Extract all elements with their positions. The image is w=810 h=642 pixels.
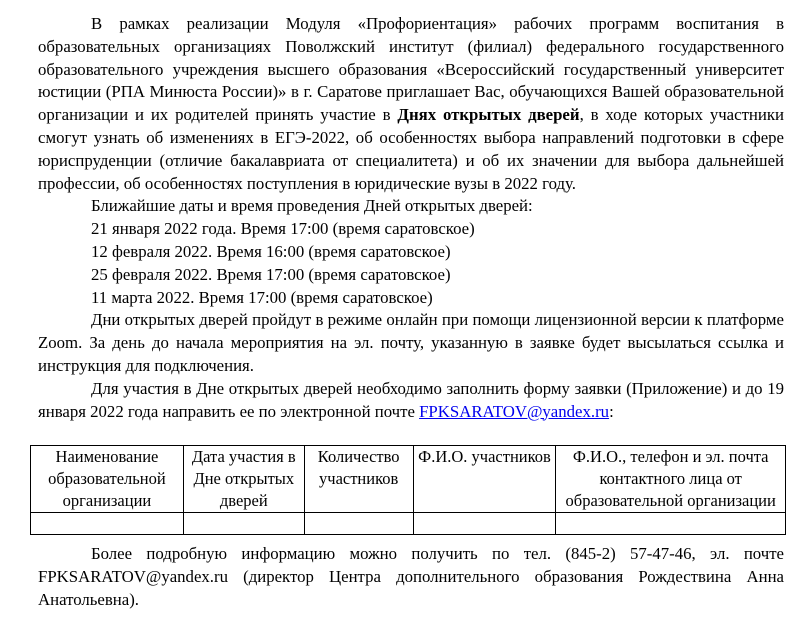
application-form-table bbox=[30, 445, 786, 535]
intro-text-tail: , в ходе которых участники смогут узнать об изменениях в ЕГЭ-2022, об особенностях выбора направлений подготовки в сфере юриспруденции (отличие бакалавриата от специалитета) и об их значении для выбора дальнейшей профессии, об особенностях поступления в юридические вузы в 2022 году. bbox=[38, 105, 785, 193]
header-count: Количество участников bbox=[304, 446, 413, 513]
table-header-row bbox=[31, 446, 786, 513]
header-participants: Ф.И.О. участников bbox=[413, 446, 556, 513]
document-body bbox=[38, 0, 784, 612]
date-item-2: 12 февраля 2022. Время 16:00 (время саратовское) bbox=[91, 241, 451, 261]
date-item-3: 25 февраля 2022. Время 17:00 (время саратовское) bbox=[91, 264, 451, 284]
contact-paragraph: Более подробную информацию можно получить по тел. (845-2) 57-47-46, эл. почте FPKSARATOV@yandex.ru (директор Центра дополнительного образования Рождествина Анна Анатольевна). bbox=[38, 544, 784, 609]
table-row bbox=[31, 513, 786, 535]
date-item-1: 21 января 2022 года. Время 17:00 (время саратовское) bbox=[91, 219, 475, 239]
participation-paragraph bbox=[38, 378, 784, 424]
header-contact: Ф.И.О., телефон и эл. почта контактного лица от образовательной организации bbox=[556, 446, 786, 513]
table-cell bbox=[413, 513, 556, 535]
header-date: Дата участия в Дне открытых дверей bbox=[183, 446, 304, 513]
email-link[interactable]: FPKSARATOV@yandex.ru bbox=[419, 401, 610, 421]
table-cell bbox=[304, 513, 413, 535]
table-cell bbox=[556, 513, 786, 535]
event-name: Днях открытых дверей bbox=[397, 105, 580, 125]
participation-tail: : bbox=[609, 401, 614, 421]
table-cell bbox=[31, 513, 184, 535]
intro-text: В рамках реализации Модуля «Профориентация» рабочих программ воспитания в образовательных организациях Поволжский институт (филиал) федерального государственного образовательного учреждения высшего образования «Всероссийский государственный университет юстиции (РПА Минюста России)» в г. Саратове приглашает Вас, обучающихся Вашей образовательной организации и их родителей принять участие в bbox=[38, 14, 784, 125]
date-item-4: 11 марта 2022. Время 17:00 (время саратовское) bbox=[91, 287, 433, 307]
participation-text: Для участия в Дне открытых дверей необходимо заполнить форму заявки (Приложение) и до 19 января 2022 года направить ее по электронной почте bbox=[38, 378, 784, 421]
intro-paragraph bbox=[38, 0, 784, 195]
dates-heading: Ближайшие даты и время проведения Дней открытых дверей: bbox=[91, 196, 533, 216]
header-organization: Наименование образовательной организации bbox=[31, 446, 184, 513]
table-cell bbox=[183, 513, 304, 535]
online-paragraph: Дни открытых дверей пройдут в режиме онлайн при помощи лицензионной версии к платформе Zoom. За день до начала мероприятия на эл. почту, указанную в заявке будет высылаться ссылка и инструкция для подключения. bbox=[38, 310, 784, 375]
